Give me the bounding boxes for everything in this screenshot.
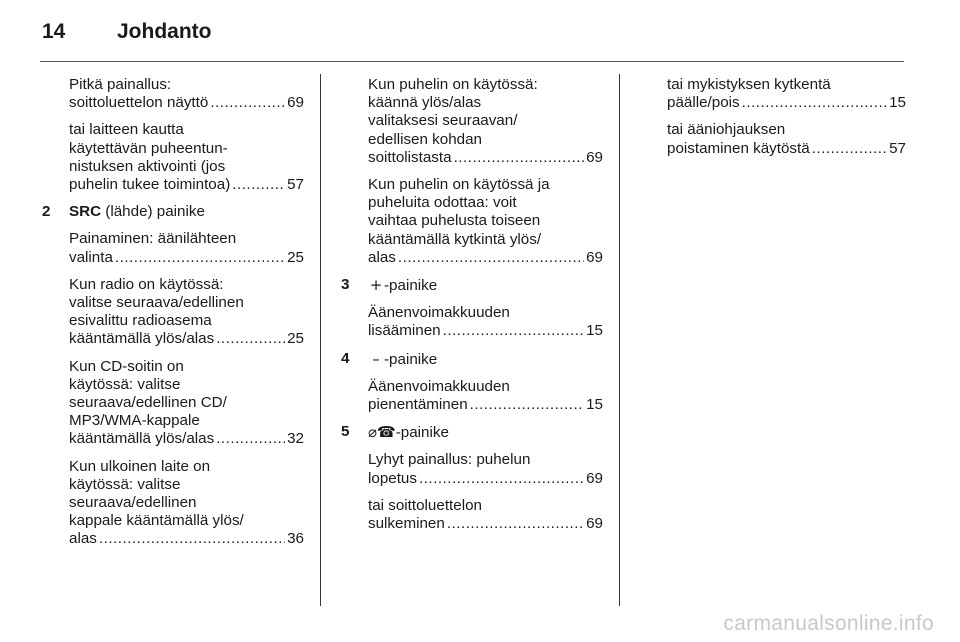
text-line: seuraava/edellinen — [69, 494, 197, 512]
index-line — [69, 176, 304, 194]
column-3 — [640, 76, 906, 167]
text-line: vaihtaa puhelusta toiseen — [368, 212, 541, 230]
text-line: edellisen kohdan — [368, 130, 482, 148]
page-reference: 25 — [287, 330, 304, 348]
item-number: 2 — [42, 203, 51, 221]
item-description: (lähde) painike — [101, 203, 205, 221]
column-1 — [42, 76, 304, 558]
entry — [42, 230, 304, 266]
text-line: käytettävän puheentun- — [69, 139, 228, 157]
item-description: -painike — [384, 277, 438, 295]
index-label: alas — [368, 248, 396, 266]
index-label: kääntämällä ylös/alas — [69, 430, 215, 448]
page-reference: 36 — [287, 530, 304, 548]
dot-leader — [454, 149, 585, 167]
text-line: esivalittu radioasema — [69, 312, 212, 330]
page-number: 14 — [42, 20, 66, 43]
item-number: 4 — [341, 349, 350, 367]
entry — [640, 121, 906, 157]
index-label: päälle/pois — [667, 94, 740, 112]
index-line — [667, 94, 906, 112]
page-header — [0, 0, 960, 62]
index-line — [368, 322, 603, 340]
item-description: -painike — [384, 350, 438, 368]
text-line: seuraava/edellinen CD/ — [69, 394, 227, 412]
index-label: lopetus — [368, 469, 417, 487]
page-reference: 57 — [889, 139, 906, 157]
entry — [42, 276, 304, 349]
dot-leader — [742, 94, 887, 112]
dot-leader — [443, 322, 584, 340]
index-line — [368, 396, 603, 414]
text-line: tai ääniohjauksen — [667, 121, 786, 139]
page-reference: 32 — [287, 430, 304, 448]
dot-leader — [419, 470, 584, 488]
page-reference: 69 — [287, 94, 304, 112]
index-label: lisääminen — [368, 322, 441, 340]
text-line: puheluita odottaa: voit — [368, 194, 517, 212]
dot-leader — [216, 430, 285, 448]
dot-leader — [447, 515, 584, 533]
text-line: Äänenvoimakkuuden — [368, 377, 510, 395]
text-line: tai laitteen kautta — [69, 121, 184, 139]
index-label: soittoluettelon näyttö — [69, 94, 209, 112]
text-line: Kun CD-soitin on — [69, 357, 184, 375]
entry — [341, 378, 603, 414]
index-line — [368, 249, 603, 267]
page-reference: 25 — [287, 248, 304, 266]
text-line: käytössä: valitse — [69, 475, 181, 493]
mute-hangup-icon: ⌀☎ — [368, 423, 396, 442]
index-label: pienentäminen — [368, 396, 468, 414]
text-line: Kun puhelin on käytössä: — [368, 76, 538, 93]
item-number: 3 — [341, 276, 350, 294]
index-label: sulkeminen — [368, 515, 445, 533]
text-line: tai mykistyksen kytkentä — [667, 76, 831, 93]
page-reference: 69 — [586, 515, 603, 533]
entry — [341, 451, 603, 487]
text-line: tai soittoluettelon — [368, 496, 482, 514]
column-divider — [320, 74, 321, 606]
watermark: carmanualsonline.info — [723, 612, 934, 635]
index-label: kääntämällä ylös/alas — [69, 330, 215, 348]
text-line: käännä ylös/alas — [368, 94, 482, 112]
dot-leader — [99, 530, 285, 548]
page-reference: 15 — [889, 94, 906, 112]
index-label: puhelin tukee toimintoa) — [69, 176, 231, 194]
column-2 — [341, 76, 603, 542]
page-reference: 15 — [586, 322, 603, 340]
entry — [341, 176, 603, 267]
item-description: -painike — [395, 424, 449, 442]
entry — [42, 121, 304, 194]
index-line — [69, 430, 304, 448]
dot-leader — [398, 249, 584, 267]
minus-icon: – — [372, 349, 380, 368]
text-line: nistuksen aktivointi (jos — [69, 157, 226, 175]
index-line — [69, 94, 304, 112]
entry — [341, 76, 603, 167]
item-number: 5 — [341, 423, 350, 441]
index-line — [368, 470, 603, 488]
text-line: Äänenvoimakkuuden — [368, 304, 510, 322]
text-line: käytössä: valitse — [69, 375, 181, 393]
page-reference: 69 — [586, 148, 603, 166]
text-line: valitaksesi seuraavan/ — [368, 112, 518, 130]
page-title: Johdanto — [117, 20, 212, 43]
item-heading — [341, 276, 603, 295]
header-rule — [40, 61, 904, 62]
item-heading — [341, 350, 603, 369]
index-line — [69, 249, 304, 267]
index-line — [368, 149, 603, 167]
dot-leader — [470, 396, 584, 414]
index-label: alas — [69, 530, 97, 548]
page-reference: 69 — [586, 469, 603, 487]
text-line: Kun ulkoinen laite on — [69, 457, 211, 475]
item-key: SRC — [69, 203, 102, 221]
column-divider — [619, 74, 620, 606]
text-line: Lyhyt painallus: puhelun — [368, 451, 531, 469]
index-line — [69, 330, 304, 348]
text-line: Pitkä painallus: — [69, 76, 172, 93]
page-reference: 69 — [586, 248, 603, 266]
dot-leader — [216, 330, 285, 348]
page-reference: 15 — [586, 396, 603, 414]
page-reference: 57 — [287, 176, 304, 194]
index-line — [368, 515, 603, 533]
dot-leader — [115, 249, 285, 267]
plus-icon: + — [369, 276, 383, 295]
dot-leader — [812, 140, 887, 158]
index-label: soittolistasta — [368, 148, 452, 166]
index-label: poistaminen käytöstä — [667, 139, 810, 157]
entry — [42, 76, 304, 112]
text-line: Painaminen: äänilähteen — [69, 230, 237, 248]
item-heading — [42, 203, 304, 221]
text-line: MP3/WMA-kappale — [69, 412, 200, 430]
entry — [42, 458, 304, 549]
item-heading — [341, 423, 603, 442]
index-label: valinta — [69, 248, 113, 266]
entry — [640, 76, 906, 112]
dot-leader — [232, 176, 285, 194]
index-line — [667, 140, 906, 158]
index-line — [69, 530, 304, 548]
text-line: kappale kääntämällä ylös/ — [69, 512, 244, 530]
dot-leader — [210, 94, 285, 112]
entry — [341, 497, 603, 533]
text-line: Kun radio on käytössä: — [69, 275, 224, 293]
text-line: Kun puhelin on käytössä ja — [368, 176, 550, 194]
text-line: kääntämällä kytkintä ylös/ — [368, 230, 542, 248]
entry — [341, 304, 603, 340]
entry — [42, 358, 304, 449]
text-line: valitse seuraava/edellinen — [69, 294, 244, 312]
